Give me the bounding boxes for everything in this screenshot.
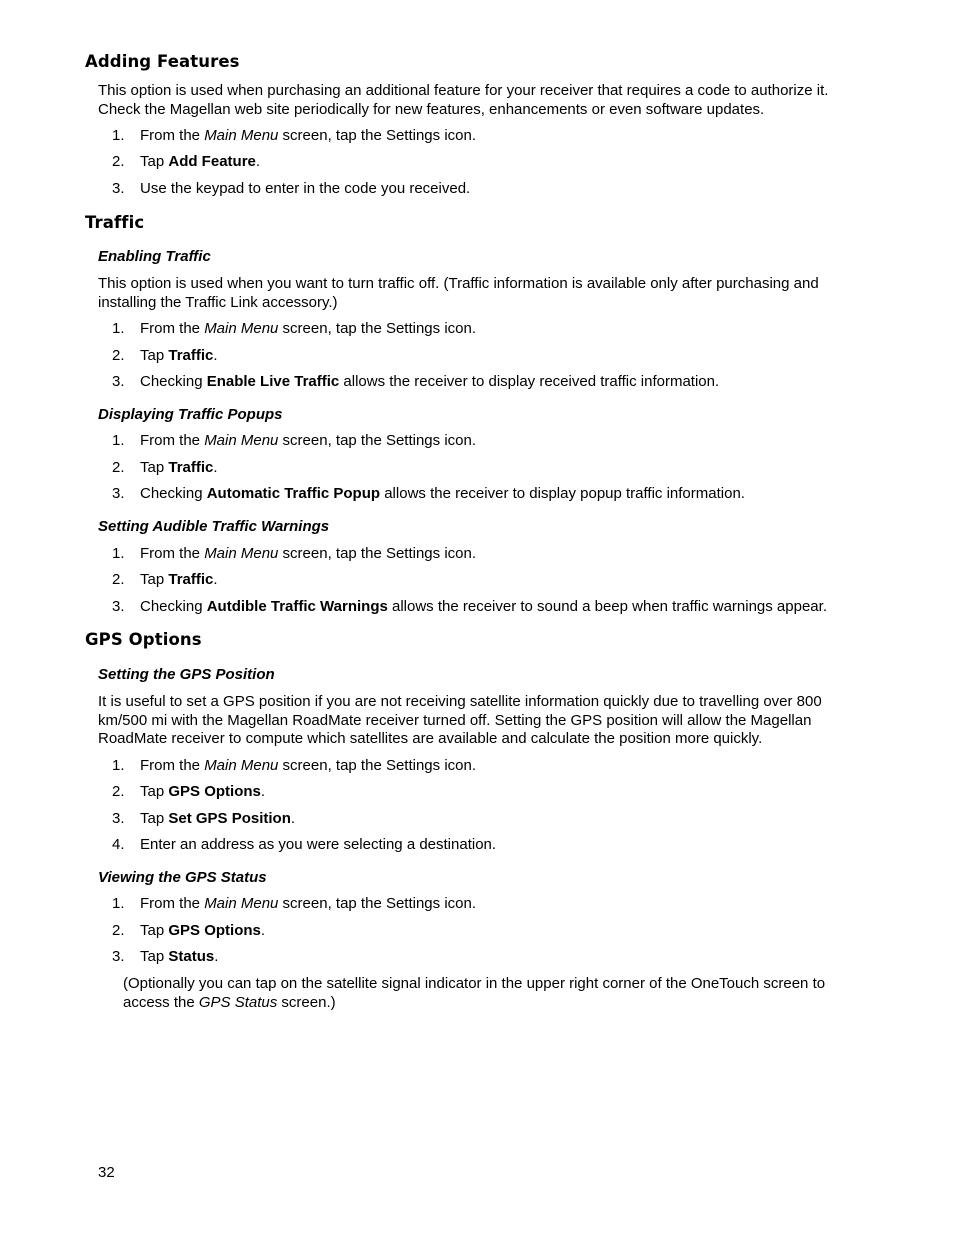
- section-heading-adding-features: Adding Features: [85, 52, 240, 71]
- list-item: 2. Tap GPS Options.: [112, 922, 266, 939]
- section-heading-traffic: Traffic: [85, 213, 145, 232]
- list-item: 3. Use the keypad to enter in the code you received.: [112, 180, 471, 197]
- list-item: 3. Checking Autdible Traffic Warnings allows the receiver to sound a beep when traffic warnings appear.: [112, 598, 827, 615]
- list-item: 3. Checking Enable Live Traffic allows the receiver to display received traffic information.: [112, 373, 720, 390]
- subheading-set-gps-position: Setting the GPS Position: [98, 666, 275, 683]
- set-gps-position-intro: It is useful to set a GPS position if you are not receiving satellite information quickly due to travelling over 800 km/500 mi with the Magellan RoadMate receiver turned off. Setting the GPS position will allow the Magellan RoadMate receiver to compute which satellites are available and calculate the position more quickly.: [98, 693, 822, 747]
- list-item: 1. From the Main Menu screen, tap the Settings icon.: [112, 432, 477, 449]
- list-item: 2. Tap Traffic.: [112, 459, 218, 476]
- list-item: 2. Tap Traffic.: [112, 347, 218, 364]
- adding-features-intro: This option is used when purchasing an additional feature for your receiver that requires a code to authorize it. Check the Magellan web site periodically for new features, enhancements or even software updates.: [98, 82, 829, 118]
- list-item: 3. Tap Set GPS Position.: [112, 810, 296, 827]
- list-item: 1. From the Main Menu screen, tap the Settings icon.: [112, 895, 477, 912]
- list-item: 1. From the Main Menu screen, tap the Settings icon.: [112, 545, 477, 562]
- subheading-traffic-popups: Displaying Traffic Popups: [98, 406, 283, 423]
- subheading-enabling-traffic: Enabling Traffic: [98, 248, 211, 265]
- list-item: 2. Tap GPS Options.: [112, 783, 266, 800]
- section-heading-gps-options: GPS Options: [85, 630, 202, 649]
- list-item: 1. From the Main Menu screen, tap the Settings icon.: [112, 757, 477, 774]
- list-item: 4. Enter an address as you were selecting a destination.: [112, 836, 497, 853]
- subheading-gps-status: Viewing the GPS Status: [98, 869, 267, 886]
- page-number: 32: [98, 1164, 115, 1181]
- subheading-audible-warnings: Setting Audible Traffic Warnings: [98, 518, 330, 535]
- gps-status-note: (Optionally you can tap on the satellite signal indicator in the upper right corner of the OneTouch screen to access the GPS Status screen.): [123, 975, 826, 1011]
- list-item: 1. From the Main Menu screen, tap the Settings icon.: [112, 320, 477, 337]
- list-item: 3. Tap Status.: [112, 948, 219, 965]
- list-item: 1. From the Main Menu screen, tap the Settings icon.: [112, 127, 477, 144]
- list-item: 3. Checking Automatic Traffic Popup allows the receiver to display popup traffic information.: [112, 485, 745, 502]
- list-item: 2. Tap Traffic.: [112, 571, 218, 588]
- list-item: 2. Tap Add Feature.: [112, 153, 261, 170]
- enabling-traffic-intro: This option is used when you want to turn traffic off. (Traffic information is available only after purchasing and installing the Traffic Link accessory.): [98, 275, 819, 311]
